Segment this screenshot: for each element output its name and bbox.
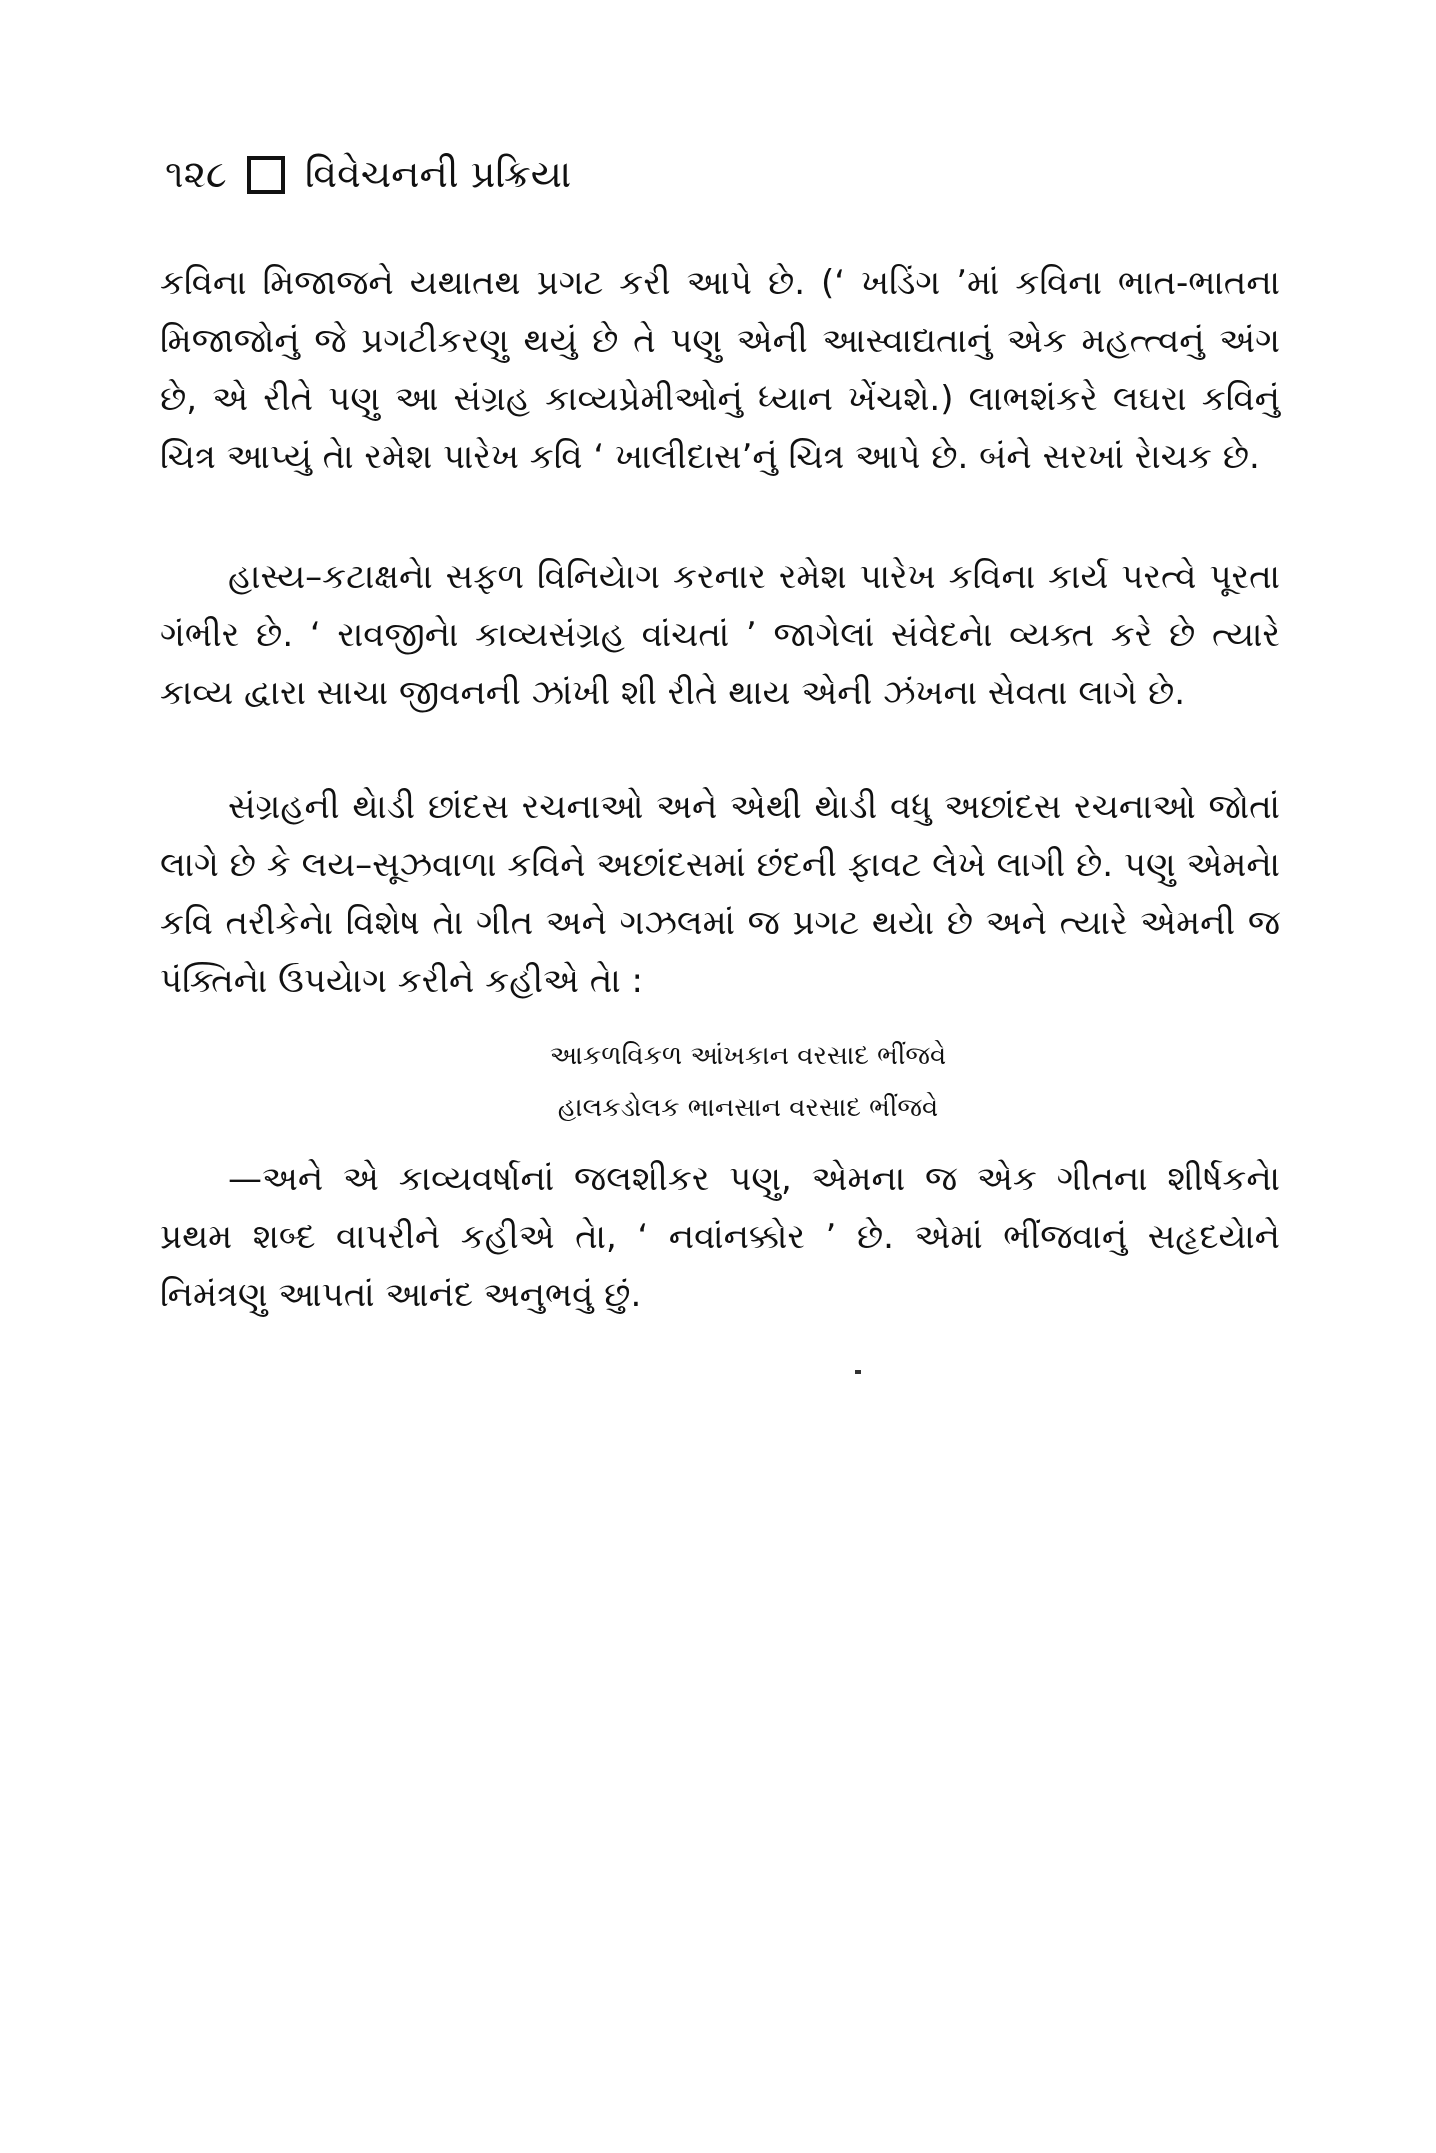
paragraph-4: —અને એ કાવ્યવર્ષાનાં જલશીકર પણુ, એમના જ એક ગીતના શીર્ષકનેા પ્રથમ શબ્દ વાપરીને કહીએ તેા, ‘ નવાંનક્કોર ’ છે. એમાં ભીંજવાનું સહૃદયેાને નિમંત્રણુ આપતાં આનંદ અનુભવું છું. — [160, 1159, 1280, 1315]
running-title: વિવેચનની પ્રક્રિયા — [304, 152, 572, 196]
square-ornament-icon — [247, 156, 285, 194]
verse-line-1: આકળવિકળ આંખકાન વરસાદ ભીંજવે — [549, 1041, 947, 1071]
paragraph-1: કવિના મિજાજને યથાતથ પ્રગટ કરી આપે છે. (‘ ખડિંગ ’માં કવિના ભાત-ભાતના મિજાજોનું જે પ્રગટીકરણુ થયું છે તે પણુ એની આસ્વાદ્યતાનું એક મહત્ત્વનું અંગ છે, એ રીતે પણુ આ સંગ્રહ કાવ્યપ્રેમીઓનું ધ્યાન ખેંચશે.) લાભશંકરે લઘરા કવિનું ચિત્ર આપ્યું તેા રમેશ પારેખ કવિ ‘ ખાલીદાસ’નું ચિત્ર આપે છે. બંને સરખાં રેાચક છે. — [160, 263, 1280, 477]
verse-quote — [0, 1030, 1436, 1134]
stray-mark — [855, 1370, 861, 1374]
page-number: ૧૨૮ — [165, 152, 227, 196]
paragraph-2: હાસ્ય–કટાક્ષનેા સફળ વિનિયેાગ કરનાર રમેશ પારેખ કવિના કાર્ય પરત્વે પૂરતા ગંભીર છે. ‘ રાવજીનેા કાવ્યસંગ્રહ વાંચતાં ’ જાગેલાં સંવેદનેા વ્યક્ત કરે છે ત્યારે કાવ્ય દ્વારા સાચા જીવનની ઝાંખી શી રીતે થાય એની ઝંખના સેવતા લાગે છે. — [160, 557, 1280, 713]
page-header — [165, 152, 571, 197]
paragraph-3: સંગ્રહની થેાડી છાંદસ રચનાઓ અને એથી થેાડી વધુ અછાંદસ રચનાઓ જોતાં લાગે છે કે લય–સૂઝવાળા કવિને અછાંદસમાં છંદની ફાવટ લેખે લાગી છે. પણુ એમનેા કવિ તરીકેનેા વિશેષ તેા ગીત અને ગઝલમાં જ પ્રગટ થયેા છે અને ત્યારે એમની જ પંક્તિનેા ઉપયેાગ કરીને કહીએ તેા : — [160, 787, 1280, 1001]
verse-line-2: હાલકડોલક ભાનસાન વરસાદ ભીંજવે — [557, 1093, 939, 1123]
